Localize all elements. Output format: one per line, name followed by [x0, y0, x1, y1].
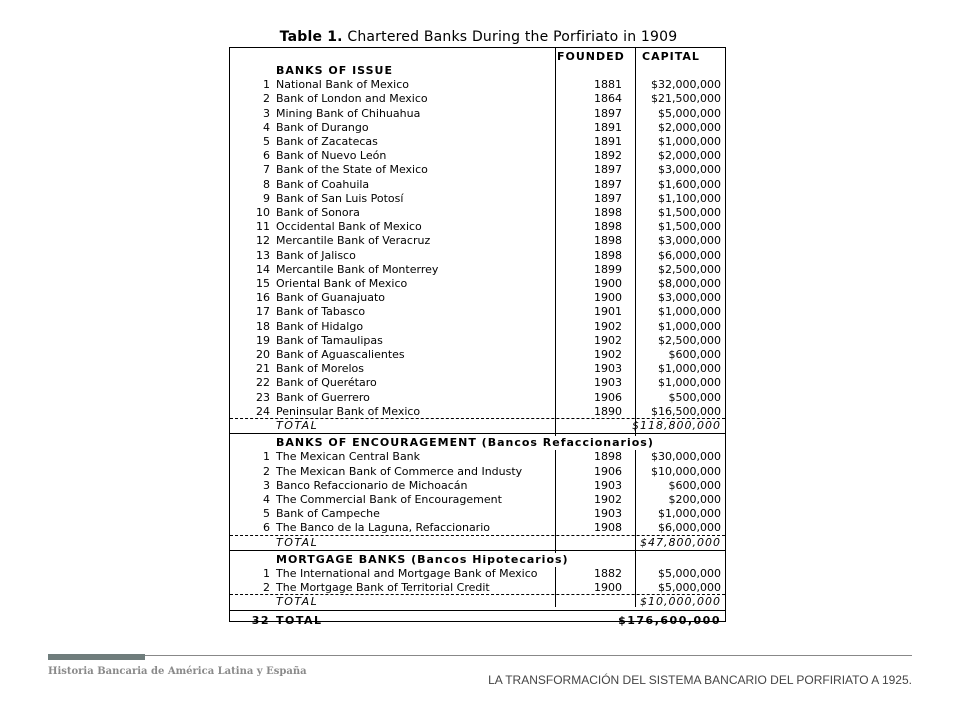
capital-amount: $3,000,000: [658, 291, 721, 305]
founded-year: 1903: [594, 507, 622, 521]
table-row: [230, 450, 725, 464]
table-row: [230, 376, 725, 390]
founded-year: 1900: [594, 291, 622, 305]
row-number: 2: [263, 464, 270, 478]
section-heading-label: BANKS OF ISSUE: [276, 64, 393, 77]
capital-amount: $32,000,000: [651, 78, 721, 92]
bank-name: Banco Refaccionario de Michoacán: [276, 478, 468, 492]
capital-amount: $6,000,000: [658, 248, 721, 262]
row-number: 3: [263, 106, 270, 120]
capital-amount: $1,000,000: [658, 376, 721, 390]
section-total-label: TOTAL: [276, 419, 319, 432]
founded-year: 1899: [594, 262, 622, 276]
table-title-lead: Table 1.: [279, 29, 343, 45]
row-number: 17: [256, 305, 270, 319]
row-number: 5: [263, 507, 270, 521]
bank-name: Bank of Durango: [276, 120, 369, 134]
capital-amount: $600,000: [668, 478, 721, 492]
table-title: [230, 29, 727, 45]
table-row: [230, 320, 725, 334]
bank-name: Bank of Tabasco: [276, 305, 366, 319]
bank-name: Bank of Sonora: [276, 206, 360, 219]
table-row: [230, 493, 725, 507]
bank-name: The Mexican Central Bank: [276, 450, 421, 464]
founded-year: 1898: [594, 220, 622, 234]
bank-name: The Banco de la Laguna, Refaccionario: [276, 521, 490, 535]
bank-name: Bank of Jalisco: [276, 248, 356, 262]
table-row: [230, 391, 725, 405]
row-number: 19: [256, 333, 270, 347]
capital-amount: $5,000,000: [658, 581, 721, 595]
bank-name: The International and Mortgage Bank of Mexico: [276, 567, 538, 580]
row-number: 4: [263, 493, 270, 506]
table-row: [230, 220, 725, 234]
bank-name: The Mexican Bank of Commerce and Industy: [276, 464, 523, 478]
bank-name: National Bank of Mexico: [276, 78, 409, 92]
grand-total-amount: $176,600,000: [618, 613, 721, 627]
table-row: [230, 178, 725, 192]
table-row: [230, 277, 725, 291]
bank-name: Bank of Coahuila: [276, 177, 370, 191]
founded-year: 1864: [594, 92, 622, 106]
capital-amount: $3,000,000: [658, 163, 721, 177]
founded-year: 1882: [594, 567, 622, 580]
bank-name: Bank of Aguascalientes: [276, 348, 405, 361]
bank-name: Occidental Bank of Mexico: [276, 220, 422, 234]
bank-name: Bank of Guanajuato: [276, 291, 385, 305]
grand-total-row: [230, 614, 725, 628]
row-number: 21: [256, 362, 270, 376]
table-row: [230, 149, 725, 163]
table-row: [230, 305, 725, 319]
bank-name: Bank of Querétaro: [276, 376, 377, 390]
grand-total-label: TOTAL: [276, 613, 323, 627]
capital-amount: $2,000,000: [658, 120, 721, 134]
table-row: [230, 234, 725, 248]
table-row: [230, 206, 725, 220]
table-row: [230, 581, 725, 595]
capital-amount: $21,500,000: [651, 92, 721, 106]
column-header-founded: FOUNDED: [557, 50, 625, 63]
section-divider: [230, 610, 725, 611]
table-row: [230, 92, 725, 106]
table-row: [230, 507, 725, 521]
table-row: [230, 334, 725, 348]
table-row: [230, 465, 725, 479]
founded-year: 1898: [594, 234, 622, 248]
row-number: 23: [256, 390, 270, 404]
table-row: [230, 107, 725, 121]
founded-year: 1898: [594, 450, 622, 464]
grand-total-count: 32: [251, 613, 270, 627]
row-number: 20: [256, 348, 270, 361]
capital-amount: $2,500,000: [658, 333, 721, 347]
row-number: 14: [256, 262, 270, 276]
capital-amount: $1,500,000: [658, 206, 721, 219]
bank-name: Bank of Tamaulipas: [276, 333, 383, 347]
bank-name: Bank of Guerrero: [276, 390, 370, 404]
capital-amount: $16,500,000: [651, 404, 721, 418]
founded-year: 1892: [594, 149, 622, 163]
row-number: 15: [256, 277, 270, 290]
bank-name: Mining Bank of Chihuahua: [276, 106, 421, 120]
section-total-label: TOTAL: [276, 535, 319, 549]
table-row: [230, 263, 725, 277]
founded-year: 1898: [594, 248, 622, 262]
bank-name: Bank of the State of Mexico: [276, 163, 428, 177]
capital-amount: $6,000,000: [658, 521, 721, 535]
founded-year: 1897: [594, 106, 622, 120]
capital-amount: $500,000: [668, 390, 721, 404]
row-number: 6: [263, 149, 270, 163]
founded-year: 1890: [594, 404, 622, 418]
capital-amount: $30,000,000: [651, 450, 721, 464]
founded-year: 1906: [594, 464, 622, 478]
bank-name: Bank of Hidalgo: [276, 319, 364, 333]
founded-year: 1903: [594, 478, 622, 492]
founded-year: 1897: [594, 163, 622, 177]
section-heading-label: MORTGAGE BANKS (Bancos Hipotecarios): [276, 552, 569, 566]
founded-year: 1902: [594, 493, 622, 506]
column-header-capital: CAPITAL: [642, 50, 700, 63]
section-total-amount: $47,800,000: [640, 535, 721, 549]
row-number: 1: [263, 567, 270, 580]
founded-year: 1900: [594, 581, 622, 595]
founded-year: 1902: [594, 319, 622, 333]
table-row: [230, 348, 725, 362]
founded-year: 1897: [594, 177, 622, 191]
capital-amount: $1,600,000: [658, 177, 721, 191]
bank-name: Peninsular Bank of Mexico: [276, 404, 421, 418]
capital-amount: $2,500,000: [658, 262, 721, 276]
footer-chapter-title: LA TRANSFORMACIÓN DEL SISTEMA BANCARIO DEL PORFIRIATO A 1925.: [488, 673, 912, 687]
section-total-amount: $10,000,000: [640, 595, 721, 609]
bank-name: Mercantile Bank of Monterrey: [276, 262, 439, 276]
table-title-text: Chartered Banks During the Porfiriato in 1909: [347, 29, 678, 45]
founded-year: 1881: [594, 78, 622, 92]
section-heading-label: BANKS OF ENCOURAGEMENT (Bancos Refaccionarios): [276, 436, 654, 450]
capital-amount: $1,000,000: [658, 319, 721, 333]
capital-amount: $10,000,000: [651, 464, 721, 478]
row-number: 1: [263, 78, 270, 92]
capital-amount: $600,000: [668, 348, 721, 361]
capital-amount: $1,100,000: [658, 191, 721, 205]
row-number: 4: [263, 120, 270, 134]
section-divider: [230, 550, 725, 551]
row-number: 9: [263, 191, 270, 205]
section-divider: [230, 433, 725, 434]
founded-year: 1903: [594, 362, 622, 376]
column-header-row: [230, 50, 725, 64]
row-number: 12: [256, 234, 270, 248]
footer-source: Historia Bancaria de América Latina y España: [48, 666, 307, 677]
row-number: 13: [256, 248, 270, 262]
section-total-amount: $118,800,000: [632, 419, 721, 432]
table-row: [230, 291, 725, 305]
banks-table: [229, 47, 726, 627]
section-total-row: [230, 595, 725, 609]
row-number: 22: [256, 376, 270, 390]
row-number: 6: [263, 521, 270, 535]
section-total-label: TOTAL: [276, 595, 319, 609]
table-row: [230, 135, 725, 149]
row-number: 2: [263, 581, 270, 595]
bank-name: Bank of London and Mexico: [276, 92, 428, 106]
capital-amount: $3,000,000: [658, 234, 721, 248]
row-number: 3: [263, 478, 270, 492]
capital-amount: $1,000,000: [658, 305, 721, 319]
bank-name: Mercantile Bank of Veracruz: [276, 234, 431, 248]
row-number: 5: [263, 135, 270, 148]
bank-name: Bank of San Luis Potosí: [276, 191, 404, 205]
section-heading: [230, 553, 725, 567]
section-total-row: [230, 419, 725, 433]
bank-name: The Commercial Bank of Encouragement: [276, 493, 502, 506]
row-number: 2: [263, 92, 270, 106]
table-row: [230, 405, 725, 419]
bank-name: Bank of Campeche: [276, 507, 380, 521]
bank-name: The Mortgage Bank of Territorial Credit: [276, 581, 490, 595]
row-number: 18: [256, 319, 270, 333]
section-heading: [230, 64, 725, 78]
row-number: 7: [263, 163, 270, 177]
row-number: 11: [256, 220, 270, 234]
capital-amount: $1,000,000: [658, 507, 721, 521]
table-row: [230, 78, 725, 92]
founded-year: 1902: [594, 333, 622, 347]
capital-amount: $8,000,000: [658, 277, 721, 290]
founded-year: 1900: [594, 277, 622, 290]
table-row: [230, 121, 725, 135]
capital-amount: $5,000,000: [658, 106, 721, 120]
row-number: 10: [256, 206, 270, 219]
founded-year: 1901: [594, 305, 622, 319]
founded-year: 1897: [594, 191, 622, 205]
capital-amount: $2,000,000: [658, 149, 721, 163]
founded-year: 1891: [594, 135, 622, 148]
table-row: [230, 362, 725, 376]
founded-year: 1906: [594, 390, 622, 404]
founded-year: 1898: [594, 206, 622, 219]
bank-name: Bank of Morelos: [276, 362, 365, 376]
capital-amount: $1,000,000: [658, 135, 721, 148]
founded-year: 1902: [594, 348, 622, 361]
footer-rule: [48, 655, 912, 656]
row-number: 24: [256, 404, 270, 418]
table-row: [230, 163, 725, 177]
capital-amount: $1,500,000: [658, 220, 721, 234]
founded-year: 1891: [594, 120, 622, 134]
bank-name: Bank of Nuevo León: [276, 149, 387, 163]
table-row: [230, 249, 725, 263]
row-number: 8: [263, 177, 270, 191]
row-number: 1: [263, 450, 270, 464]
section-heading: [230, 436, 725, 450]
bank-name: Bank of Zacatecas: [276, 135, 378, 148]
table-row: [230, 192, 725, 206]
row-number: 16: [256, 291, 270, 305]
table-row: [230, 521, 725, 535]
capital-amount: $1,000,000: [658, 362, 721, 376]
footer-accent-bar: [48, 654, 145, 660]
founded-year: 1903: [594, 376, 622, 390]
section-total-row: [230, 536, 725, 550]
table-row: [230, 567, 725, 581]
capital-amount: $200,000: [668, 493, 721, 506]
table-row: [230, 479, 725, 493]
bank-name: Oriental Bank of Mexico: [276, 277, 408, 290]
founded-year: 1908: [594, 521, 622, 535]
capital-amount: $5,000,000: [658, 567, 721, 580]
